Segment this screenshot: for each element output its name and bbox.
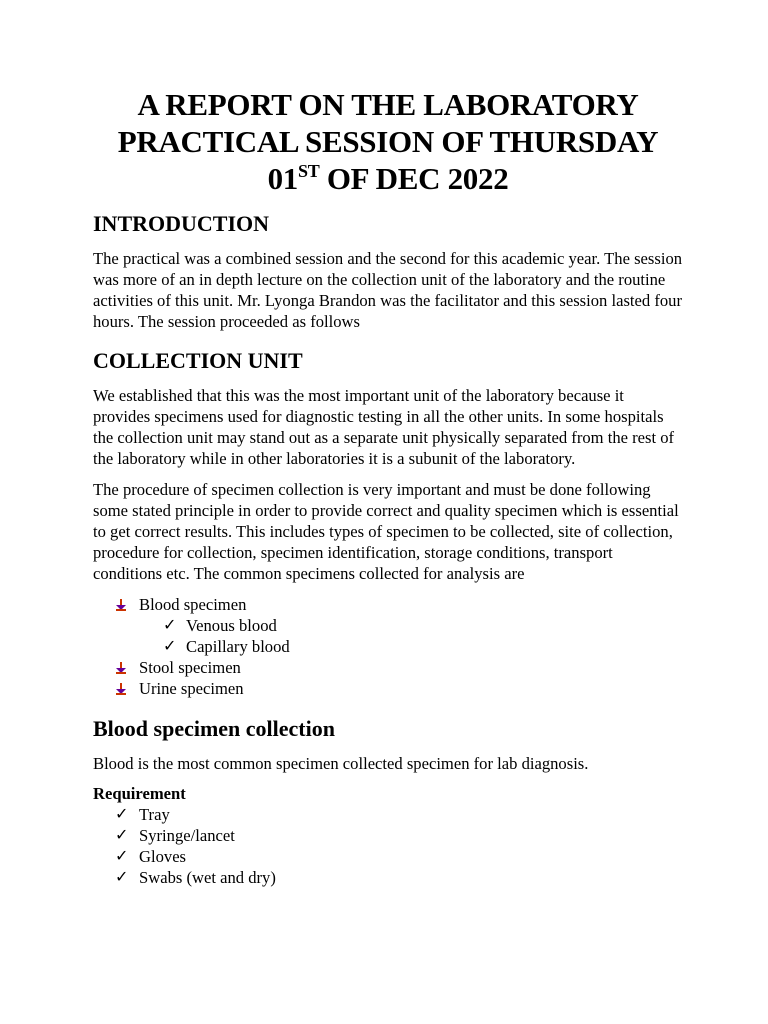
report-title (93, 86, 683, 197)
check-mark-icon: ✓ (163, 617, 177, 634)
blood-collection-text: Blood is the most common specimen collected specimen for lab diagnosis. (93, 754, 589, 773)
check-mark-icon: ✓ (115, 869, 129, 886)
specimen-blood-label: Blood specimen (139, 595, 247, 614)
requirement-list (93, 804, 683, 888)
list-item (93, 825, 683, 846)
specimen-stool-label: Stool specimen (139, 658, 241, 677)
collection-unit-paragraph-1: We established that this was the most important unit of the laboratory because it provides specimens used for diagnostic testing in all the other units. In some hospitals the collection unit may stand out as a separate unit physically separated from the rest of the laboratory while in other laboratories it is a subunit of the laboratory. (93, 386, 675, 468)
introduction-text: The practical was a combined session and the second for this academic year. The session was more of an in depth lecture on the collection unit of the laboratory and the routine activities of this unit. Mr. Lyonga Brandon was the facilitator and this session lasted four hours. The session proceeded as follows (93, 249, 683, 331)
requirement-label: Requirement (93, 784, 186, 803)
list-item (93, 657, 683, 678)
list-item (93, 594, 683, 615)
check-mark-icon: ✓ (163, 638, 177, 655)
title-line-3-post: OF DEC 2022 (319, 161, 509, 196)
specimen-urine-label: Urine specimen (139, 679, 244, 698)
requirement-syringe: Syringe/lancet (139, 826, 235, 845)
collection-unit-heading: COLLECTION UNIT (93, 348, 303, 373)
arrow-down-bullet-icon (115, 678, 131, 699)
specimen-list (93, 594, 683, 699)
arrow-down-bullet-icon (115, 657, 131, 678)
collection-unit-paragraph-2: The procedure of specimen collection is very important and must be done following some stated principle in order to provide correct and quality specimen which is essential to get correct results. This includes types of specimen to be collected, site of collection, procedure for collection, specimen identification, storage conditions, transport conditions etc. The common specimens collected for analysis are (93, 480, 679, 583)
list-item (93, 615, 683, 636)
title-line-3-pre: 01 (267, 161, 298, 196)
list-item (93, 678, 683, 699)
check-mark-icon: ✓ (115, 848, 129, 865)
requirement-tray: Tray (139, 805, 170, 824)
specimen-venous-label: Venous blood (186, 616, 277, 635)
check-mark-icon: ✓ (115, 827, 129, 844)
check-mark-icon: ✓ (115, 806, 129, 823)
introduction-heading: INTRODUCTION (93, 211, 270, 236)
title-line-2: PRACTICAL SESSION OF THURSDAY (117, 124, 659, 159)
list-item (93, 636, 683, 657)
arrow-down-bullet-icon (115, 594, 131, 615)
list-item (93, 867, 683, 888)
list-item (93, 804, 683, 825)
requirement-swabs: Swabs (wet and dry) (139, 868, 276, 887)
blood-collection-heading: Blood specimen collection (93, 716, 335, 741)
list-item (93, 846, 683, 867)
specimen-capillary-label: Capillary blood (186, 637, 290, 656)
document-page (93, 86, 683, 888)
title-superscript: ST (297, 161, 320, 181)
title-line-1: A REPORT ON THE LABORATORY (137, 87, 639, 122)
requirement-gloves: Gloves (139, 847, 187, 866)
